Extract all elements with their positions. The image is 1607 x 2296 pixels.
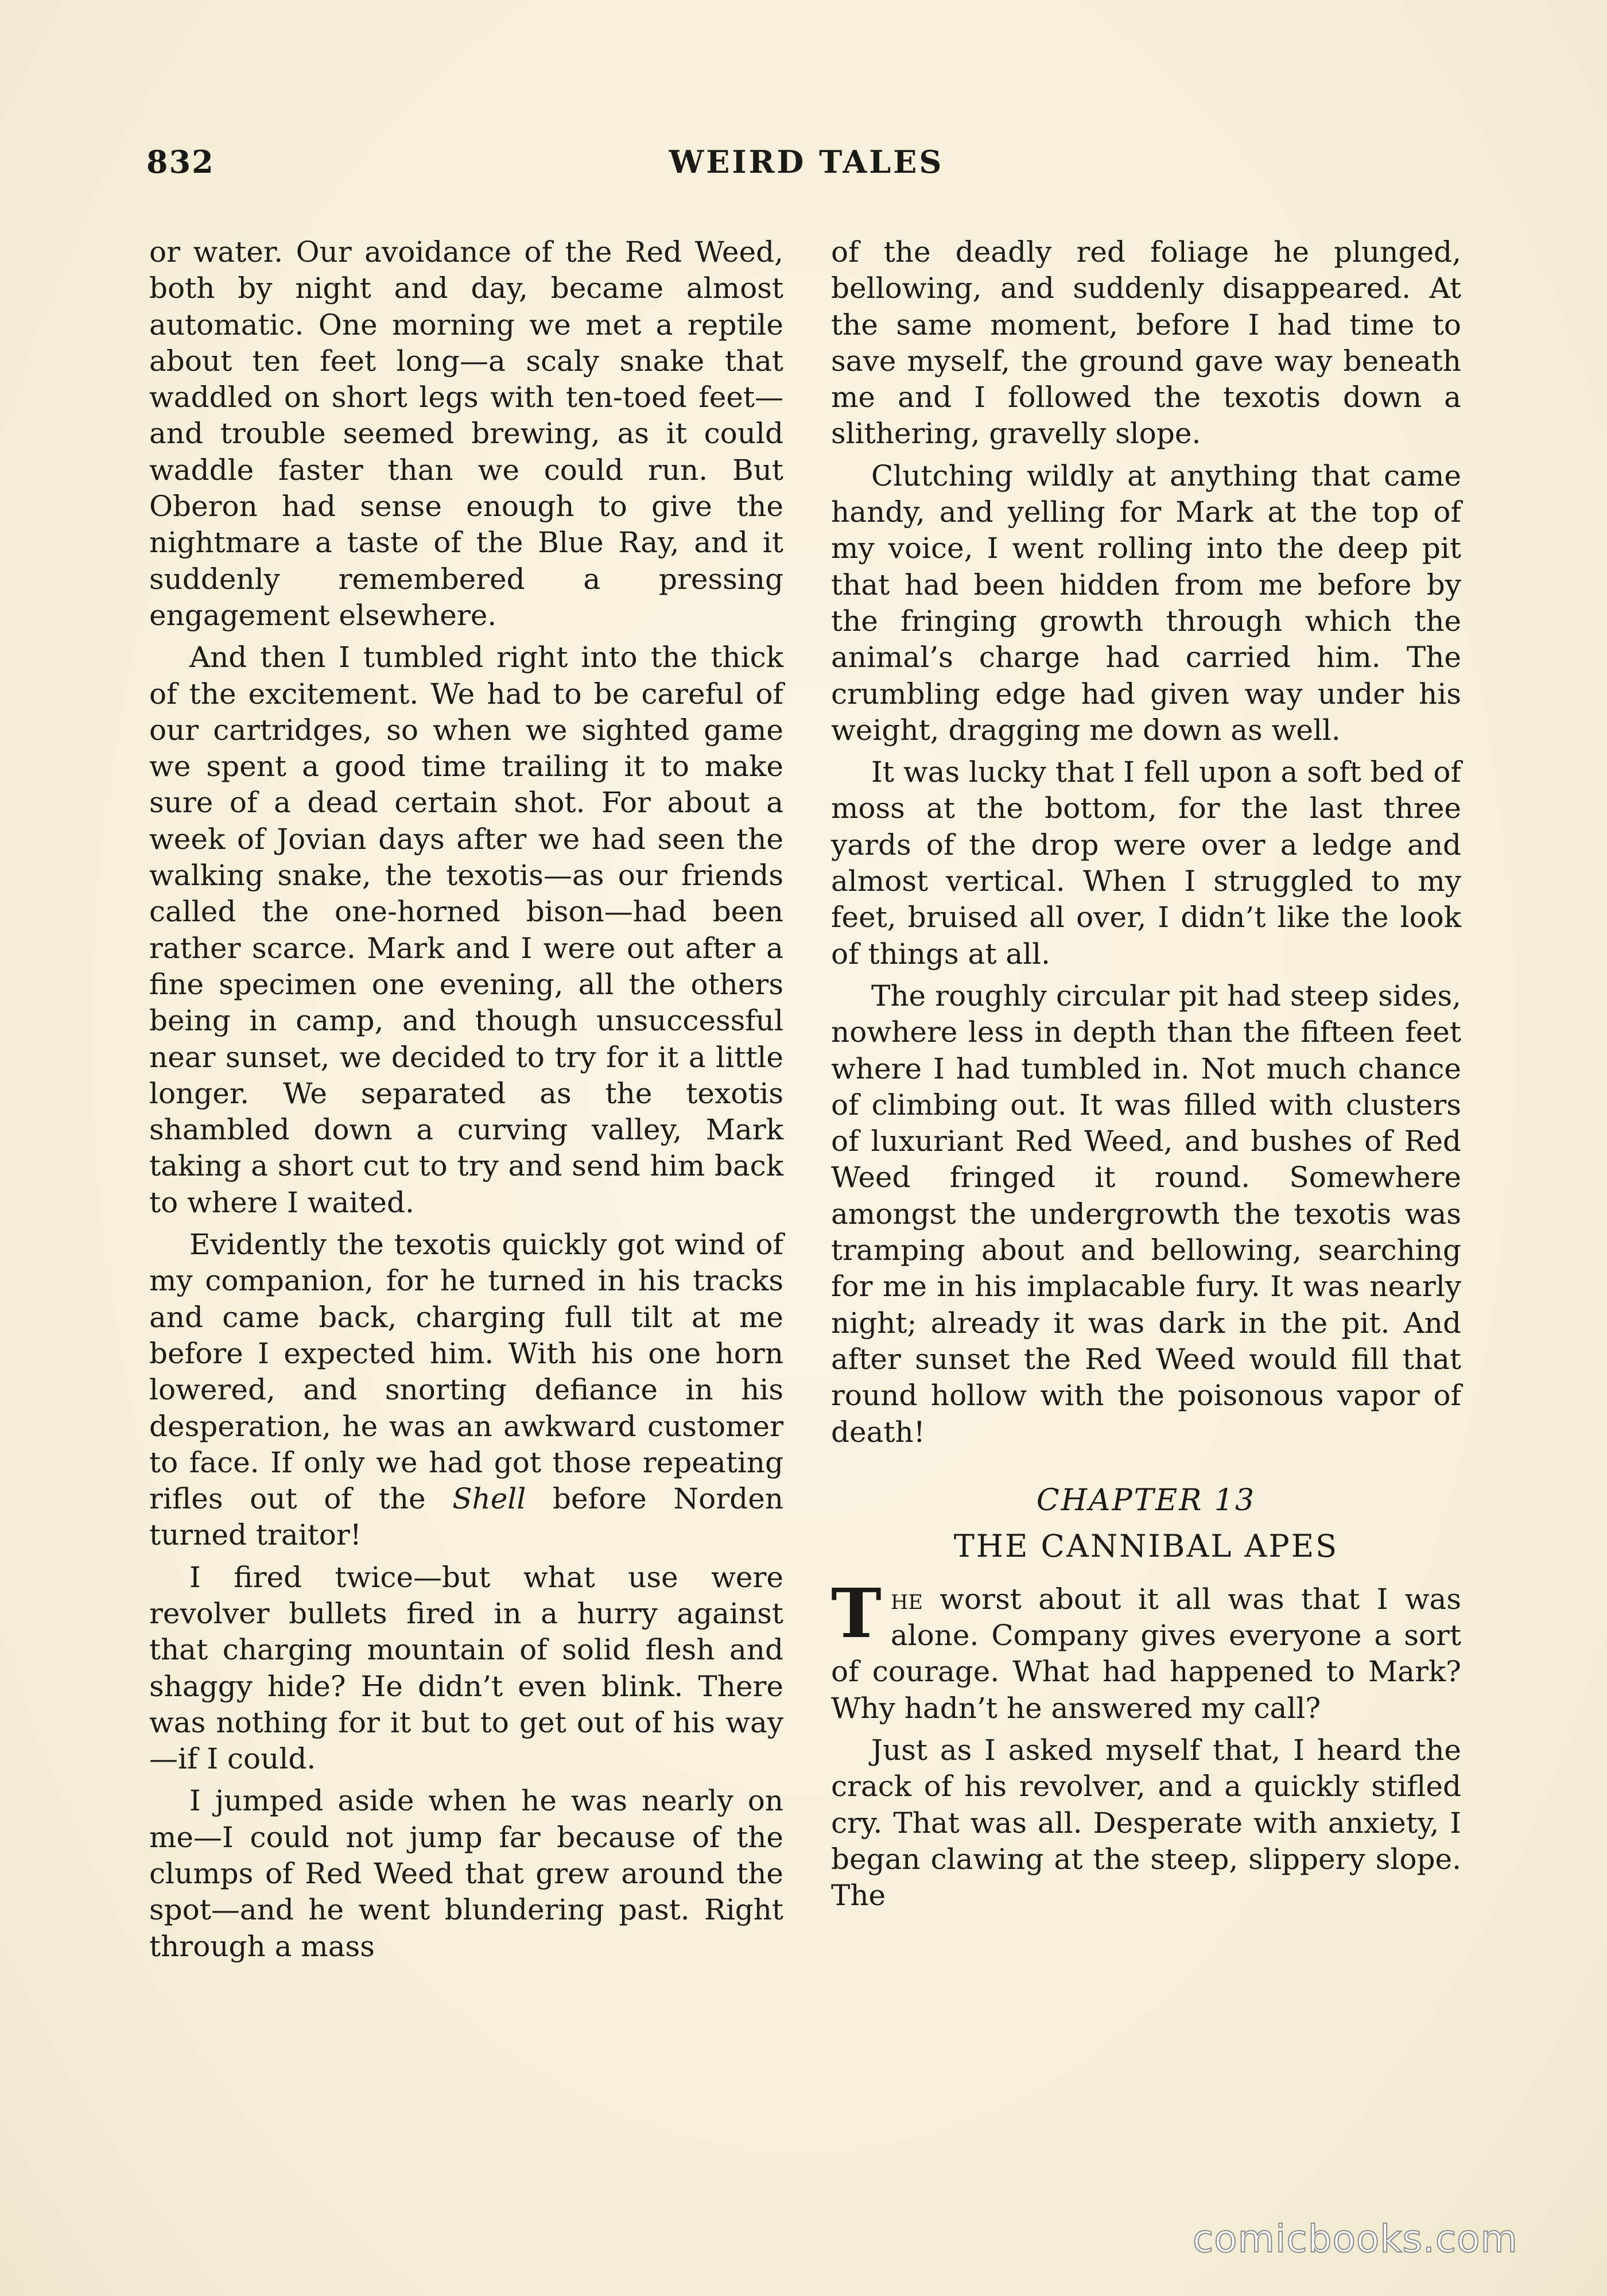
chapter-number: CHAPTER 13 <box>1036 1483 1256 1518</box>
paragraph: I fired twice—but what use were revolver bullets fired in a hurry against that charging mountain of solid flesh and shaggy hide? He didn’t even blink. There was nothing for it but to get out of his way—if I could. <box>149 1560 783 1776</box>
paragraph: And then I tumbled right into the thick of the excitement. We had to be careful of our cartridges, so when we sighted game we spent a good time trailing it to make sure of a dead certain shot. For about a week of Jovian days after we had seen the walking snake, the texotis—as our friends called the one-horned bison—had been rather scarce. Mark and I were out after a fine specimen one evening, all the others being in camp, and though unsuccessful near sunset, we decided to try for it a little longer. We separated as the texotis shambled down a curving valley, Mark taking a short cut to try and send him back to where I waited. <box>149 641 783 1219</box>
paragraph: The roughly circular pit had steep sides, nowhere less in depth than the fifteen feet where I had tumbled in. Not much chance of climbing out. It was filled with clusters of luxuriant Red Weed, and bushes of Red Weed fringed it round. Somewhere amongst the undergrowth the texotis was tramping about and bellowing, searching for me in his implacable fury. It was nearly night; already it was dark in the pit. And after sunset the Red Weed would fill that round hollow with the poisonous vapor of death! <box>831 979 1461 1449</box>
right-column <box>831 234 1461 1919</box>
chapter-title: THE CANNIBAL APES <box>953 1527 1339 1564</box>
ship-name: Shell <box>452 1482 526 1516</box>
paragraph: I jumped aside when he was nearly on me—I could not jump far because of the clumps of Red Weed that grew around the spot—and he went blundering past. Right through a mass <box>149 1784 783 1963</box>
paragraph: Just as I asked myself that, I heard the crack of his revolver, and a quickly stifled cry. That was all. Desperate with anxiety, I began clawing at the steep, slippery slope. The <box>831 1733 1461 1913</box>
paragraph <box>149 1227 783 1554</box>
left-column <box>149 234 783 1971</box>
watermark: comicbooks.com <box>1193 2217 1518 2261</box>
paragraph: It was lucky that I fell upon a soft bed of moss at the bottom, for the last three yards of the drop were over a ledge and almost vertical. When I struggled to my feet, bruised all over, I didn’t like the look of things at all. <box>831 755 1461 971</box>
paragraph: Clutching wildly at anything that came handy, and yelling for Mark at the top of my voice, I went rolling into the deep pit that had been hidden from me before by the fringing growth through which the animal’s charge had carried him. The crumbling edge had given way under his weight, dragging me down as well. <box>831 459 1461 747</box>
paragraph-text: Evidently the texotis quickly got wind of my companion, for he turned in his tracks and came back, charging full tilt at me before I expected him. With his one horn lowered, and snorting defiance in his desperation, he was an awkward customer to face. If only we had got those repeating rifles out of the <box>149 1228 783 1516</box>
page-header <box>146 144 1466 195</box>
small-caps-lead: he <box>890 1582 923 1616</box>
running-head: WEIRD TALES <box>669 144 944 180</box>
paragraph: of the deadly red foliage he plunged, bellowing, and suddenly disappeared. At the same moment, before I had time to save myself, the ground gave way beneath me and I followed the texotis down a slithering, gravelly slope. <box>831 235 1461 451</box>
paragraph-text: worst about it all was that I was alone. Company gives everyone a sort of courage. What had happened to Mark? Why hadn’t he answered my call? <box>831 1582 1461 1725</box>
page-number: 832 <box>146 144 215 180</box>
paragraph <box>831 1573 1461 1727</box>
paragraph-text: before Norden turned traitor! <box>149 1482 783 1552</box>
drop-cap: T <box>831 1573 882 1653</box>
paragraph: or water. Our avoidance of the Red Weed, both by night and day, became almost automatic. One morning we met a reptile about ten feet long—a scaly snake that waddled on short legs with ten-toed feet—and trouble seemed brewing, as it could waddle faster than we could run. But Oberon had sense enough to give the nightmare a taste of the Blue Ray, and it suddenly remembered a pressing engagement elsewhere. <box>149 235 783 632</box>
